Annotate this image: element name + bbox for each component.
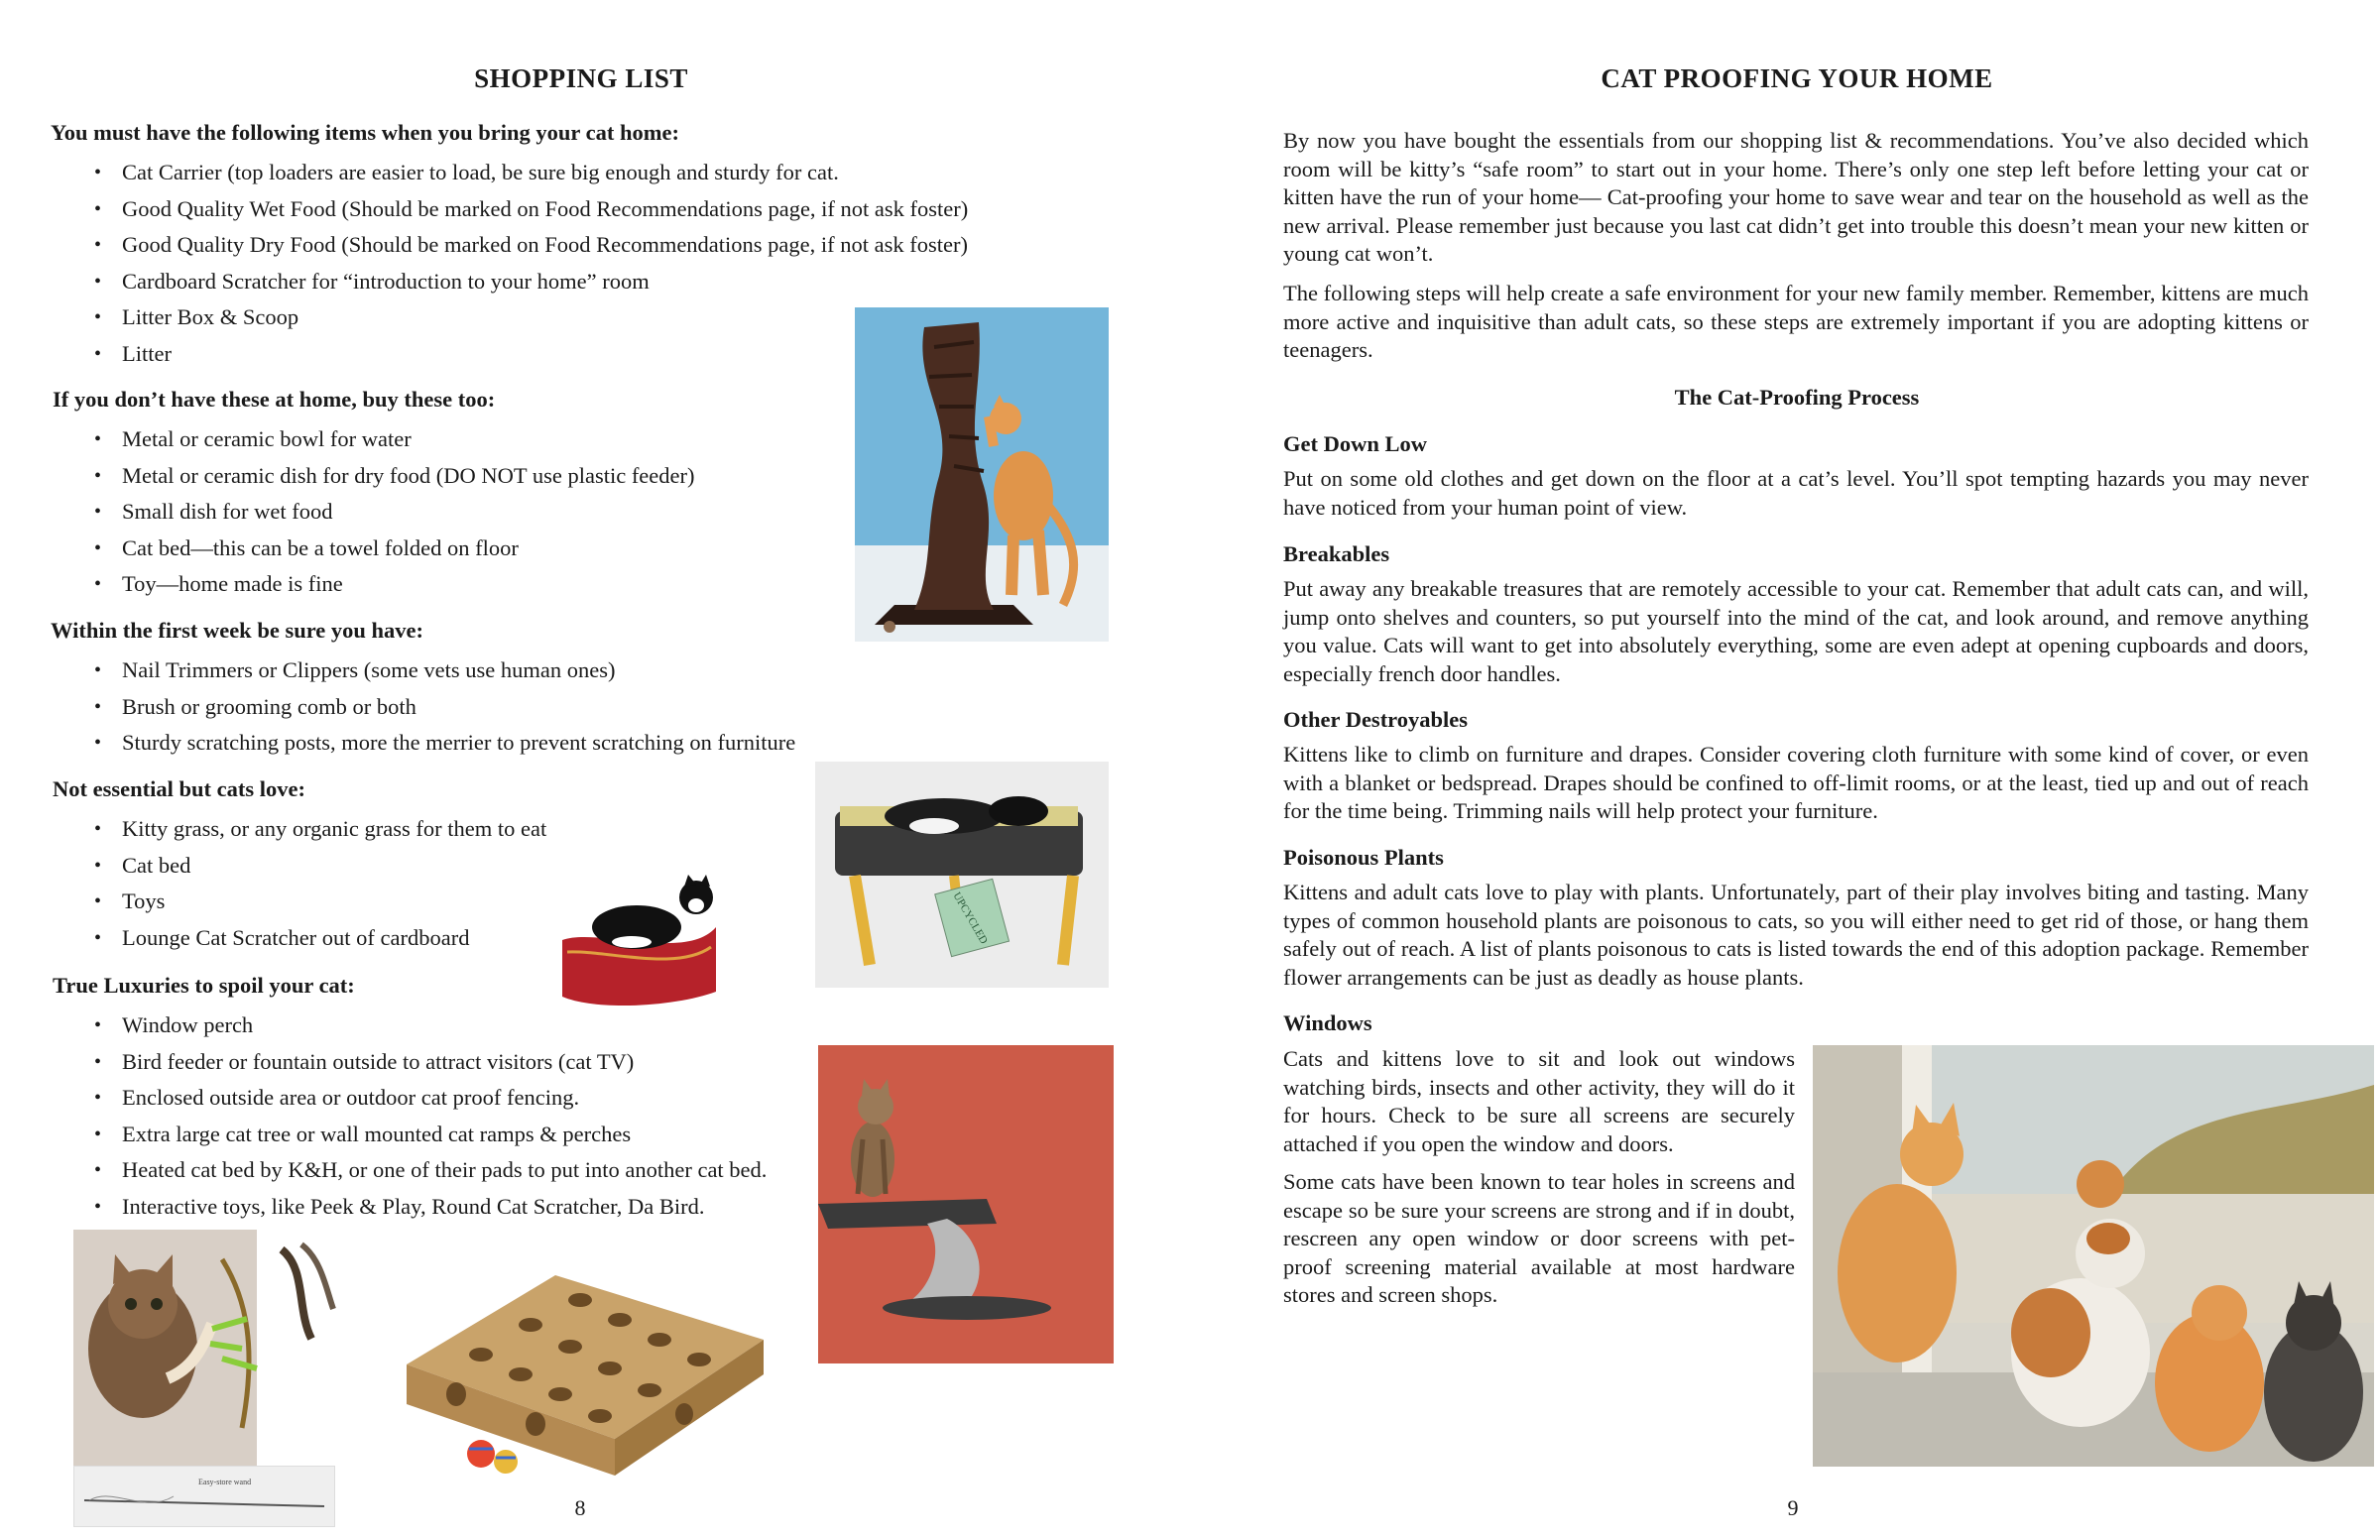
list-item: • Heated cat bed by K&H, or one of their pads to put into another cat bed.	[51, 1152, 767, 1189]
list-item: • Toy—home made is fine	[51, 566, 695, 603]
step-text-windows-2: Some cats have been known to tear holes in screens and escape so be sure your screens are strong and if in doubt, rescreen any open window or door screens with pet-proof screening material available at most hardware stores and screen shops.	[1283, 1169, 1795, 1307]
list-item: • Kitty grass, or any organic grass for them to eat	[51, 811, 546, 848]
shopping-list-title: SHOPPING LIST	[474, 63, 688, 93]
list-item: • Metal or ceramic bowl for water	[51, 421, 695, 458]
section-heading-luxuries: True Luxuries to spoil your cat:	[53, 973, 355, 998]
section-heading-cats-love: Not essential but cats love:	[53, 776, 305, 801]
step-text-breakables: Put away any breakable treasures that are remotely accessible to your cat. Remember that adult cats can, and will, jump onto shelves and counters, so put yourself into the mind of the cat, and look around, and remove anything you value. Cats will want to get into absolutely everything, some are even adept at opening cupboards and doors, especially french door handles.	[1283, 576, 2309, 686]
luxuries-list	[51, 1007, 767, 1225]
list-item: • Nail Trimmers or Clippers (some vets use human ones)	[51, 652, 795, 689]
step-title-breakables: Breakables	[1283, 541, 1390, 566]
step-text-windows-1: Cats and kittens love to sit and look out windows watching birds, insects and other activity, they will do it for hours. Check to be sure all screens are securely attached if you open the window and doors.	[1283, 1046, 1795, 1156]
intro-paragraph-2: The following steps will help create a safe environment for your new family member. Remember, kittens are much more active and inquisitive than adult cats, so these steps are extremely important if you are adopting kittens or teenagers.	[1283, 281, 2309, 362]
step-text-other-destroyables: Kittens like to climb on furniture and drapes. Consider covering cloth furniture with some kind of cover, or even with a blanket or bedspread. Drapes should be confined to off-limit rooms, or at the least, tied up and out of reach for the time being. Trimming nails will help protect your furniture.	[1283, 742, 2309, 823]
list-item: • Litter	[51, 336, 968, 373]
list-item: • Extra large cat tree or wall mounted cat ramps & perches	[51, 1117, 767, 1153]
wand-label: Easy-store wand	[198, 1478, 252, 1486]
list-item: • Brush or grooming comb or both	[51, 689, 795, 726]
list-item: • Window perch	[51, 1007, 767, 1044]
wall-perch-photo	[818, 1045, 1114, 1363]
list-item: • Cat bed	[51, 848, 546, 885]
peek-play-box-photo	[397, 1245, 764, 1476]
section-heading-must-have: You must have the following items when you bring your cat home:	[51, 120, 679, 145]
step-text-poisonous-plants: Kittens and adult cats love to play with plants. Unfortunately, part of their play involves biting and tasting. Many types of common household plants are poisonous to cats, so you will either need to get rid of those, or hang them safely out of reach. A list of plants poisonous to cats is listed towards the end of this adoption package. Remember flower arrangements can be just as deadly as house plants.	[1283, 880, 2309, 990]
list-item: • Small dish for wet food	[51, 494, 695, 531]
list-item: • Cat Carrier (top loaders are easier to load, be sure big enough and sturdy for cat.	[51, 155, 968, 191]
lounge-scratcher-photo	[557, 873, 724, 1019]
scratching-post-photo	[855, 307, 1109, 642]
list-item: • Good Quality Dry Food (Should be marked on Food Recommendations page, if not ask foster)	[51, 227, 968, 264]
step-title-other-destroyables: Other Destroyables	[1283, 707, 1469, 732]
list-item: • Cardboard Scratcher for “introduction to your home” room	[51, 264, 968, 300]
section-heading-first-week: Within the first week be sure you have:	[51, 618, 424, 643]
first-week-list	[51, 652, 795, 762]
list-item: • Lounge Cat Scratcher out of cardboard	[51, 920, 546, 957]
step-title-get-down-low: Get Down Low	[1283, 431, 1427, 456]
step-title-poisonous-plants: Poisonous Plants	[1283, 845, 1444, 870]
list-item: • Toys	[51, 884, 546, 920]
right-page	[1190, 0, 2380, 1540]
step-title-windows: Windows	[1283, 1010, 1372, 1035]
list-item: • Good Quality Wet Food (Should be marked on Food Recommendations page, if not ask foster)	[51, 191, 968, 228]
list-item: • Sturdy scratching posts, more the merrier to prevent scratching on furniture	[51, 725, 795, 762]
suitcase-bed-photo	[815, 762, 1109, 988]
buy-too-list	[51, 421, 695, 603]
must-have-list	[51, 155, 968, 372]
step-text-get-down-low: Put on some old clothes and get down on the floor at a cat’s level. You’ll spot tempting hazards you may never have noticed from your human point of view.	[1283, 466, 2309, 520]
intro-paragraph-1: By now you have bought the essentials from our shopping list & recommendations. You’ve also decided which room will be kitty’s “safe room” to start out in your home. There’s only one step left before letting your cat or kitten have the run of your home— Cat-proofing your home to save wear and tear on the household as well as the new arrival. Please remember just because you last cat didn’t get into trouble this doesn’t mean your new kitten or young cat won’t.	[1283, 128, 2309, 266]
cat-proofing-title: CAT PROOFING YOUR HOME	[1601, 63, 1993, 93]
page-number-left: 8	[574, 1495, 586, 1520]
suitcase-tag-text: UPCYCLED	[950, 889, 990, 947]
list-item: • Metal or ceramic dish for dry food (DO NOT use plastic feeder)	[51, 458, 695, 495]
process-title: The Cat-Proofing Process	[1674, 385, 1920, 410]
cats-at-window-photo	[1813, 1045, 2374, 1467]
list-item: • Enclosed outside area or outdoor cat proof fencing.	[51, 1080, 767, 1117]
page-number-right: 9	[1787, 1495, 1799, 1520]
cats-love-list	[51, 811, 546, 956]
feather-toy-photo	[73, 1230, 343, 1466]
wand-product-photo	[73, 1466, 335, 1527]
list-item: • Bird feeder or fountain outside to attract visitors (cat TV)	[51, 1044, 767, 1081]
list-item: • Litter Box & Scoop	[51, 299, 968, 336]
list-item: • Interactive toys, like Peek & Play, Round Cat Scratcher, Da Bird.	[51, 1189, 767, 1226]
list-item: • Cat bed—this can be a towel folded on floor	[51, 531, 695, 567]
section-heading-buy-too: If you don’t have these at home, buy these too:	[53, 387, 496, 412]
